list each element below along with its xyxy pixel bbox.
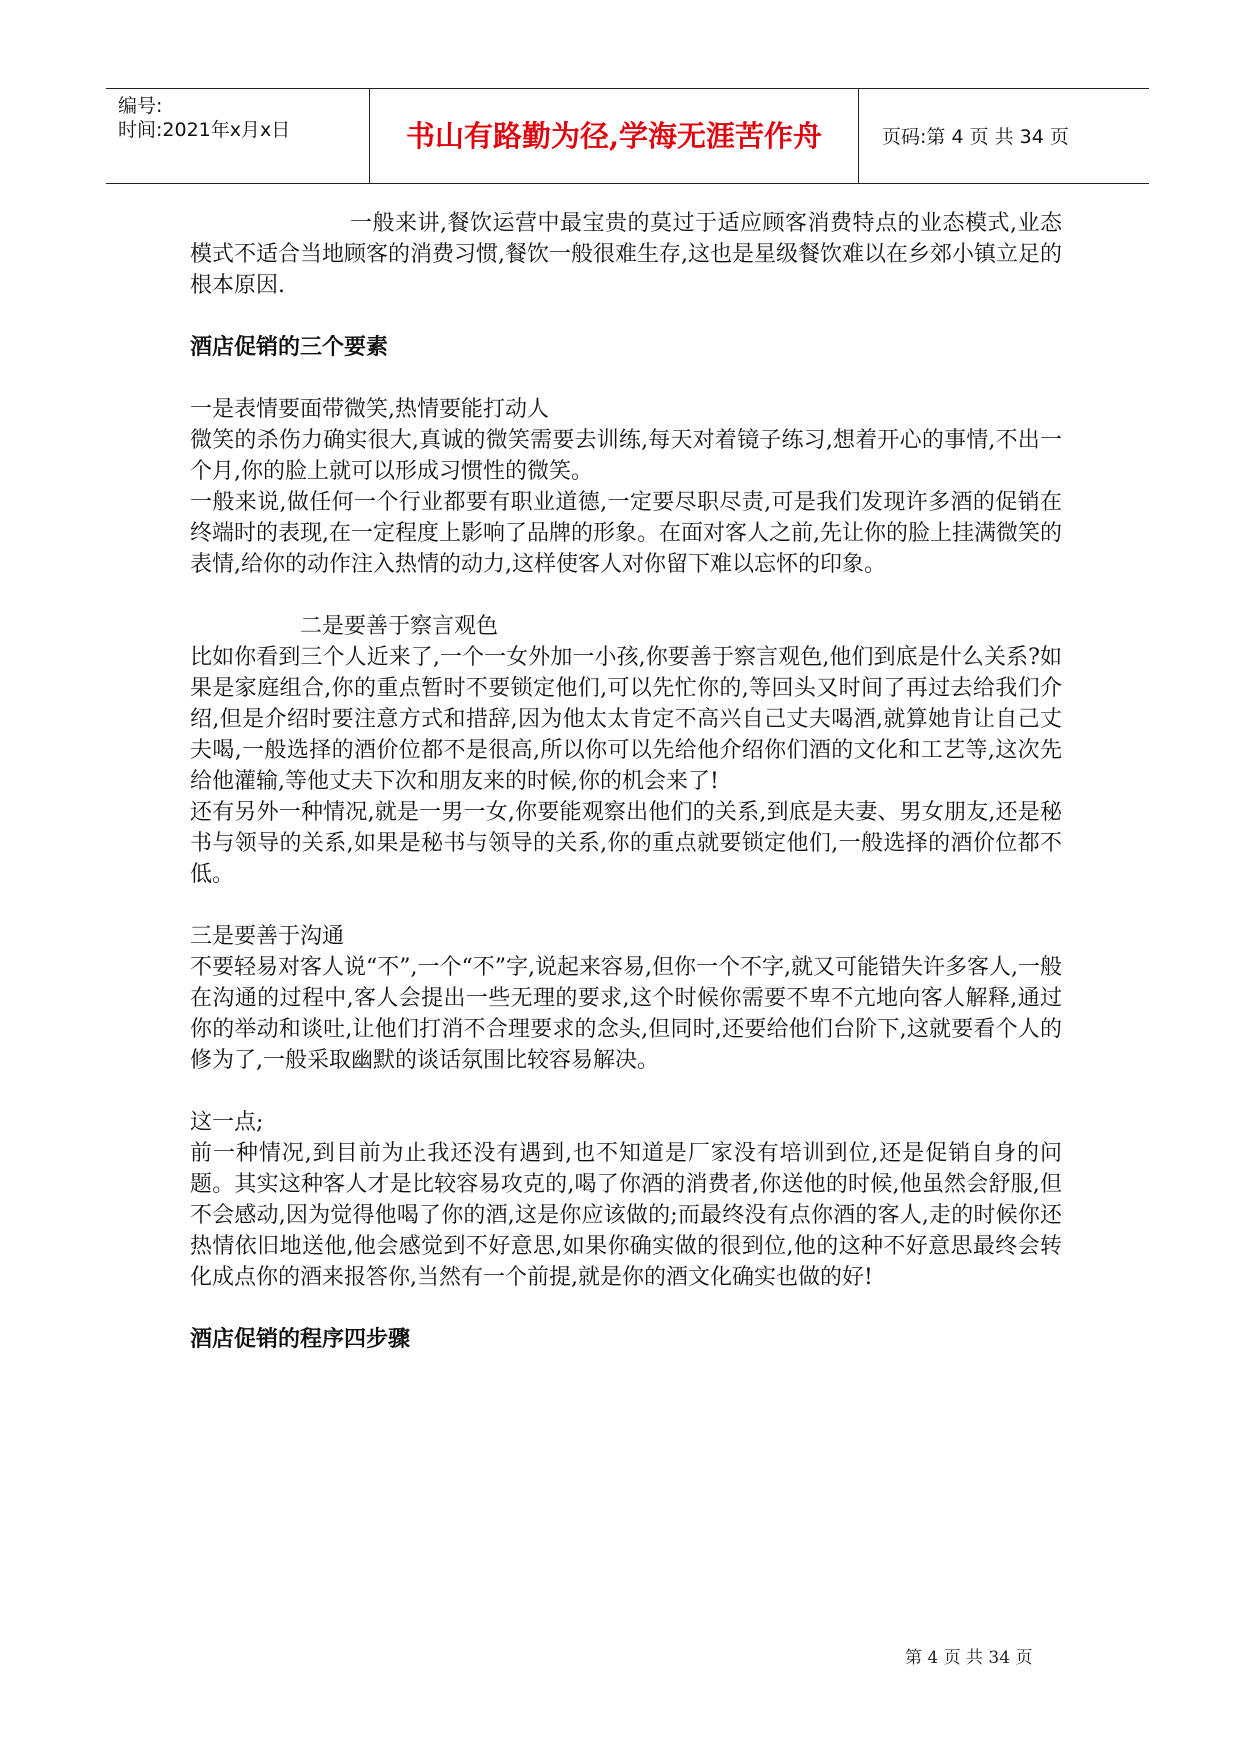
header-page-cell bbox=[858, 89, 1149, 183]
paragraph: 比如你看到三个人近来了,一个一女外加一小孩,你要善于察言观色,他们到底是什么关系?如果是家庭组合,你的重点暂时不要锁定他们,可以先忙你的,等回头又时间了再过去给我们介绍,但是介绍时要注意方式和措辞,因为他太太肯定不高兴自己丈夫喝酒,就算她肯让自己丈夫喝,一般选择的酒价位都不是很高,所以你可以先给他介绍你们酒的文化和工艺等,这次先给他灌输,等他丈夫下次和朋友来的时候,你的机会来了! bbox=[190, 645, 1062, 794]
header-motto-cell bbox=[369, 89, 859, 183]
motto: 书山有路勤为径,学海无涯苦作舟 bbox=[405, 119, 823, 153]
intro-paragraph: 一般来讲,餐饮运营中最宝贵的莫过于适应顾客消费特点的业态模式,业态模式不适合当地顾客的消费习惯,餐饮一般很难生存,这也是星级餐饮难以在乡郊小镇立足的根本原因. bbox=[190, 211, 1062, 298]
point-title: 这一点; bbox=[190, 1110, 264, 1135]
section-heading: 酒店促销的程序四步骤 bbox=[190, 1326, 411, 1352]
point-title: 三是要善于沟通 bbox=[190, 924, 345, 949]
paragraph: 还有另外一种情况,就是一男一女,你要能观察出他们的关系,到底是夫妻、男女朋友,还是秘书与领导的关系,如果是秘书与领导的关系,你的重点就要锁定他们,一般选择的酒价位都不低。 bbox=[190, 800, 1062, 887]
page-footer: 第 4 页 共 34 页 bbox=[905, 1648, 1033, 1668]
point-title: 一是表情要面带微笑,热情要能打动人 bbox=[190, 397, 549, 422]
paragraph: 不要轻易对客人说“不”,一个“不”字,说起来容易,但你一个不字,就又可能错失许多客人,一般在沟通的过程中,客人会提出一些无理的要求,这个时候你需要不卑不亢地向客人解释,通过你的举动和谈吐,让他们打消不合理要求的念头,但同时,还要给他们台阶下,这就要看个人的修为了,一般采取幽默的谈话氛围比较容易解决。 bbox=[190, 955, 1062, 1073]
document-body bbox=[190, 208, 1062, 1355]
time-label: 时间:2021年x月x日 bbox=[118, 119, 291, 141]
section-heading: 酒店促销的三个要素 bbox=[190, 334, 389, 360]
document-header bbox=[106, 88, 1149, 184]
number-label: 编号: bbox=[118, 95, 163, 117]
paragraph: 前一种情况,到目前为止我还没有遇到,也不知道是厂家没有培训到位,还是促销自身的问题。其实这种客人才是比较容易攻克的,喝了你酒的消费者,你送他的时候,他虽然会舒服,但不会感动,因为觉得他喝了你的酒,这是你应该做的;而最终没有点你酒的客人,走的时候你还热情依旧地送他,他会感觉到不好意思,如果你确实做的很到位,他的这种不好意思最终会转化成点你的酒来报答你,当然有一个前提,就是你的酒文化确实也做的好! bbox=[190, 1141, 1062, 1290]
header-info-cell bbox=[106, 89, 368, 183]
paragraph: 微笑的杀伤力确实很大,真诚的微笑需要去训练,每天对着镜子练习,想着开心的事情,不出一个月,你的脸上就可以形成习惯性的微笑。 bbox=[190, 428, 1062, 484]
paragraph: 一般来说,做任何一个行业都要有职业道德,一定要尽职尽责,可是我们发现许多酒的促销在终端时的表现,在一定程度上影响了品牌的形象。在面对客人之前,先让你的脸上挂满微笑的表情,给你的动作注入热情的动力,这样使客人对你留下难以忘怀的印象。 bbox=[190, 490, 1062, 577]
page-code: 页码:第 4 页 共 34 页 bbox=[882, 126, 1069, 148]
point-title: 二是要善于察言观色 bbox=[300, 614, 499, 639]
